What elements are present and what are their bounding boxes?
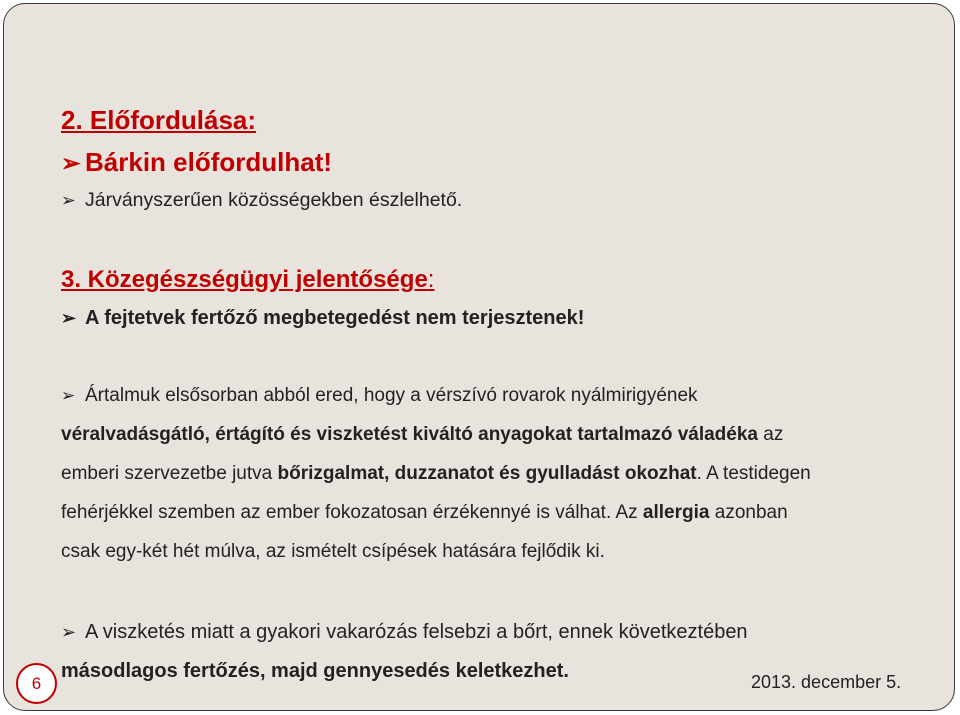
paragraph-line-1: ➢ Ártalmuk elsősorban abból ered, hogy a vérszívó rovarok nyálmirigyének bbox=[61, 385, 698, 406]
bullet-epidemic: ➢ Járványszerűen közösségekben észlelhető. bbox=[61, 189, 463, 211]
bullet-no-disease: ➢ A fejtetvek fertőző megbetegedést nem terjesztenek! bbox=[61, 307, 585, 329]
arrow-bullet-icon: ➢ bbox=[61, 190, 76, 210]
paragraph-line-5: csak egy-két hét múlva, az ismételt csípések hatására fejlődik ki. bbox=[61, 541, 605, 562]
arrow-bullet-icon: ➢ bbox=[61, 150, 81, 176]
section3-heading: 3. Közegészségügyi jelentősége: bbox=[61, 266, 435, 293]
arrow-bullet-icon: ➢ bbox=[61, 386, 76, 405]
last-bullet-line-2: másodlagos fertőzés, majd gennyesedés keletkezhet. bbox=[61, 660, 569, 682]
paragraph-line-4: fehérjékkel szemben az ember fokozatosan érzékennyé is válhat. Az allergia azonban bbox=[61, 502, 788, 523]
arrow-bullet-icon: ➢ bbox=[61, 622, 77, 642]
paragraph-line-2: véralvadásgátló, értágító és viszketést kiváltó anyagokat tartalmazó váladéka az bbox=[61, 424, 784, 445]
paragraph-line-3: emberi szervezetbe jutva bőrizgalmat, duzzanatot és gyulladást okozhat. A testidegen bbox=[61, 463, 811, 484]
slide-number-badge: 6 bbox=[16, 663, 57, 704]
arrow-bullet-icon: ➢ bbox=[61, 308, 77, 328]
footer-date: 2013. december 5. bbox=[751, 672, 902, 692]
last-bullet-line-1: ➢ A viszketés miatt a gyakori vakarózás felsebzi a bőrt, ennek következtében bbox=[61, 621, 748, 643]
slide bbox=[3, 3, 955, 711]
bullet-anyone: ➢ Bárkin előfordulhat! bbox=[61, 147, 333, 177]
section2-heading: 2. Előfordulása: bbox=[61, 105, 257, 135]
